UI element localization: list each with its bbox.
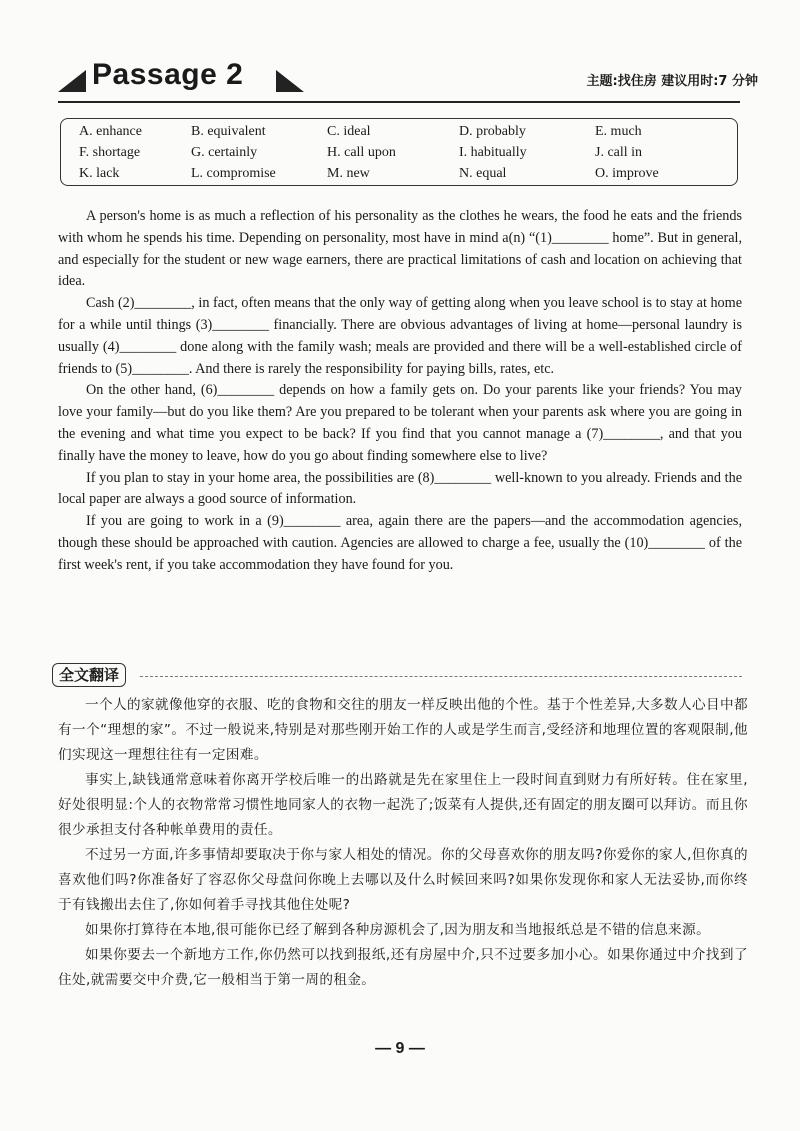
word-option: D. probably [459,124,526,139]
passage-paragraph: If you are going to work in a (9)________ area, again there are the papers—and the accommodation agencies, though these should be approached with caution. Agencies are allowed to charge a fee, usually the (10)________ of the first week's rent, if you take accommodation they have found for you. [58,513,742,573]
word-option: L. compromise [191,166,276,181]
translation-paragraph: 不过另一方面,许多事情却要取决于你与家人相处的情况。你的父母喜欢你的朋友吗?你爱你的家人,但你真的喜欢他们吗?你准备好了容忍你父母盘问你晚上去哪以及什么时候回来吗?如果你发现你和家人无法妥协,而你终于有钱搬出去住了,你如何着手寻找其他住处呢? [58,847,748,913]
passage-body [58,206,742,577]
word-option: H. call upon [327,145,396,160]
left-triangle-icon [58,70,86,92]
word-option: N. equal [459,166,507,181]
passage-title: Passage 2 [92,58,244,91]
word-option: I. habitually [459,145,527,160]
word-option: B. equivalent [191,124,266,139]
topic-info: 主题:找住房 建议用时:7 分钟 [586,74,758,89]
translation-header [52,663,742,689]
word-option: G. certainly [191,145,258,160]
word-option: A. enhance [79,124,142,139]
translation-paragraph: 如果你打算待在本地,很可能你已经了解到各种房源机会了,因为朋友和当地报纸总是不错的信息来源。 [85,922,711,938]
word-option: E. much [595,124,642,139]
word-bank-grid [79,123,729,183]
right-triangle-icon [276,70,304,92]
word-bank-box [60,118,738,186]
word-option: F. shortage [79,145,141,160]
word-option: M. new [327,166,370,181]
word-option: K. lack [79,166,120,181]
translation-paragraph: 事实上,缺钱通常意味着你离开学校后唯一的出路就是先在家里住上一段时间直到财力有所好转。住在家里,好处很明显:个人的衣物常常习惯性地同家人的衣物一起洗了;饭菜有人提供,还有固定的朋友圈可以拜访。而且你很少承担支付各种帐单费用的责任。 [58,772,748,838]
translation-paragraph: 一个人的家就像他穿的衣服、吃的食物和交往的朋友一样反映出他的个性。基于个性差异,大多数人心目中都有一个“理想的家”。不过一般说来,特别是对那些刚开始工作的人或是学生而言,受经济和地理位置的客观限制,他们实现这一理想往往有一定困难。 [58,697,748,763]
passage-paragraph: Cash (2)________, in fact, often means that the only way of getting along when you leave school is to stay at home for a while until things (3)________ financially. There are obvious advantages of living at home—personal laundry is usually (4)________ done along with the family wash; meals are provided and there will be a well-established circle of friends to (5)________. And there is rarely the responsibility for paying bills, rates, etc. [58,295,742,377]
passage-paragraph: A person's home is as much a reflection of his personality as the clothes he wears, the food he eats and the friends with whom he spends his time. Depending on personality, most have in mind a(n) “(1)________ home”. But in general, and especially for the student or new wage earners, there are practical limitations of cash and location on achieving that idea. [58,208,742,290]
passage-header [58,60,758,100]
passage-paragraph: On the other hand, (6)________ depends on how a family gets on. Do your parents like your friends? You may love your family—but do you like them? Are you prepared to be tolerant when your parents ask where you are going in the evening and what time you expect to be back? If you find that you cannot manage a (7)________, and that you finally have the money to leave, how do you go about finding somewhere else to live? [58,382,742,464]
word-option: O. improve [595,166,659,181]
translation-label: 全文翻译 [52,663,126,687]
word-option: J. call in [595,145,643,160]
dashed-divider [140,676,742,677]
header-rule [58,101,740,103]
translation-body [58,693,748,993]
passage-paragraph: If you plan to stay in your home area, the possibilities are (8)________ well-known to you already. Friends and the local paper are always a good source of information. [58,469,742,508]
word-option: C. ideal [327,124,371,139]
translation-paragraph: 如果你要去一个新地方工作,你仍然可以找到报纸,还有房屋中介,只不过要多加小心。如果你通过中介找到了住处,就需要交中介费,它一般相当于第一周的租金。 [58,947,748,988]
page-number: — 9 — [375,1040,425,1057]
